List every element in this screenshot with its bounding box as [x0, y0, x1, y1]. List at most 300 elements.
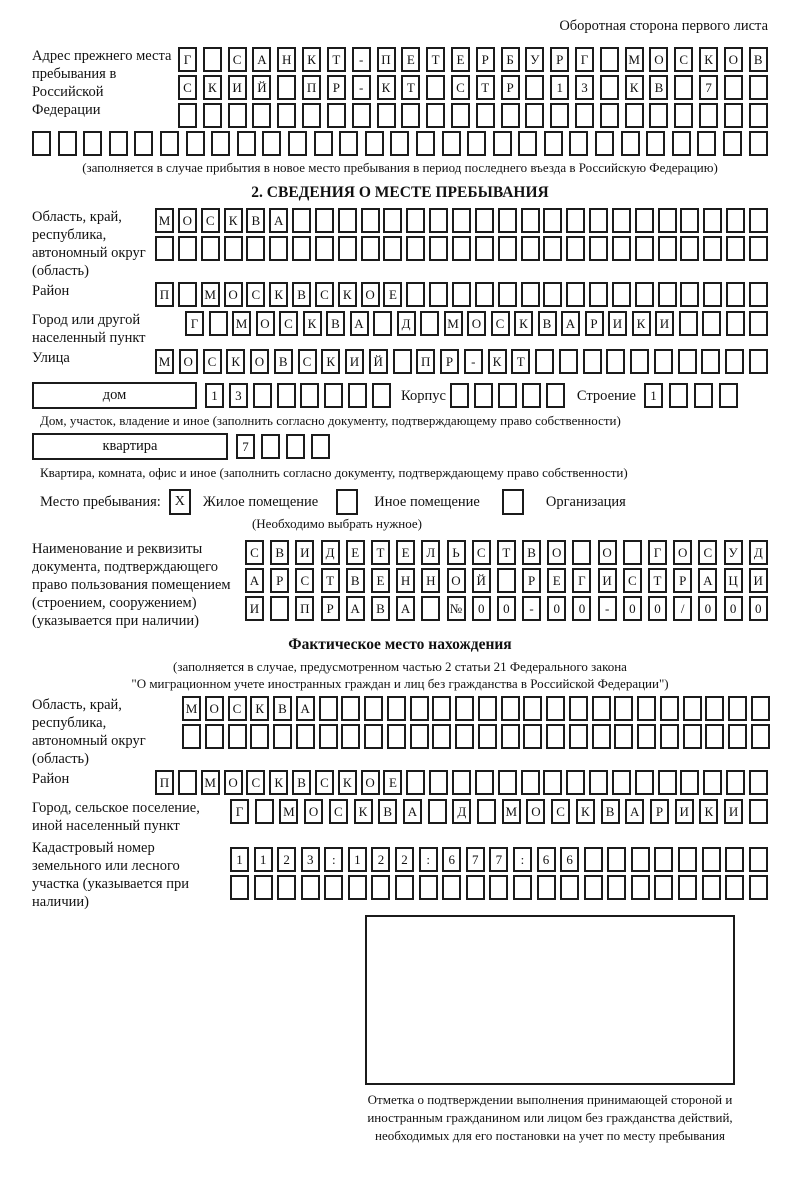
char-cell[interactable]: К	[338, 770, 357, 795]
char-cell[interactable]: О	[205, 696, 224, 721]
char-cell[interactable]	[406, 208, 425, 233]
char-cell[interactable]: 1	[644, 383, 663, 408]
char-cell[interactable]: С	[698, 540, 717, 565]
char-cell[interactable]: Н	[421, 568, 440, 593]
char-cell[interactable]: К	[250, 696, 269, 721]
char-cell[interactable]: Т	[511, 349, 530, 374]
char-cell[interactable]	[725, 349, 744, 374]
char-cell[interactable]	[420, 311, 439, 336]
char-cell[interactable]	[421, 596, 440, 621]
char-cell[interactable]: С	[329, 799, 348, 824]
char-cell[interactable]	[654, 875, 673, 900]
char-cell[interactable]	[387, 696, 406, 721]
char-cell[interactable]: М	[201, 770, 220, 795]
char-cell[interactable]	[401, 103, 420, 128]
char-cell[interactable]	[607, 875, 626, 900]
char-cell[interactable]	[623, 540, 642, 565]
char-cell[interactable]: А	[396, 596, 415, 621]
char-cell[interactable]	[348, 875, 367, 900]
char-cell[interactable]: Т	[371, 540, 390, 565]
char-cell[interactable]	[522, 383, 541, 408]
char-cell[interactable]: :	[324, 847, 343, 872]
char-cell[interactable]	[273, 724, 292, 749]
char-cell[interactable]: Т	[497, 540, 516, 565]
char-cell[interactable]: П	[377, 47, 396, 72]
char-cell[interactable]	[575, 103, 594, 128]
char-cell[interactable]: С	[228, 696, 247, 721]
char-cell[interactable]	[288, 131, 307, 156]
char-cell[interactable]: Л	[421, 540, 440, 565]
char-cell[interactable]	[498, 282, 517, 307]
char-cell[interactable]: К	[699, 799, 718, 824]
char-cell[interactable]	[292, 208, 311, 233]
char-cell[interactable]	[572, 540, 591, 565]
char-cell[interactable]	[525, 103, 544, 128]
char-cell[interactable]	[683, 724, 702, 749]
char-cell[interactable]	[749, 847, 768, 872]
stamp-box[interactable]	[365, 915, 735, 1085]
char-cell[interactable]	[719, 383, 738, 408]
char-cell[interactable]: 1	[348, 847, 367, 872]
char-cell[interactable]: О	[673, 540, 692, 565]
char-cell[interactable]: О	[256, 311, 275, 336]
char-cell[interactable]	[467, 131, 486, 156]
char-cell[interactable]	[270, 596, 289, 621]
char-cell[interactable]	[319, 696, 338, 721]
char-cell[interactable]: А	[346, 596, 365, 621]
char-cell[interactable]	[751, 696, 770, 721]
char-cell[interactable]	[612, 208, 631, 233]
char-cell[interactable]: 0	[497, 596, 516, 621]
char-cell[interactable]	[543, 208, 562, 233]
char-cell[interactable]	[678, 847, 697, 872]
char-cell[interactable]	[387, 724, 406, 749]
char-cell[interactable]	[544, 131, 563, 156]
char-cell[interactable]: К	[488, 349, 507, 374]
char-cell[interactable]	[678, 875, 697, 900]
char-cell[interactable]: Р	[550, 47, 569, 72]
char-cell[interactable]: Е	[401, 47, 420, 72]
char-cell[interactable]	[324, 875, 343, 900]
char-cell[interactable]: 7	[236, 434, 255, 459]
char-cell[interactable]	[314, 131, 333, 156]
char-cell[interactable]	[428, 799, 447, 824]
char-cell[interactable]	[680, 770, 699, 795]
char-cell[interactable]	[203, 47, 222, 72]
char-cell[interactable]: 0	[749, 596, 768, 621]
char-cell[interactable]	[338, 208, 357, 233]
char-cell[interactable]: К	[377, 75, 396, 100]
char-cell[interactable]: Ь	[447, 540, 466, 565]
char-cell[interactable]	[451, 103, 470, 128]
char-cell[interactable]	[625, 103, 644, 128]
char-cell[interactable]: 2	[395, 847, 414, 872]
char-cell[interactable]: Г	[575, 47, 594, 72]
char-cell[interactable]	[301, 875, 320, 900]
char-cell[interactable]: А	[245, 568, 264, 593]
char-cell[interactable]	[250, 724, 269, 749]
checkbox-other-premises[interactable]	[336, 489, 358, 515]
char-cell[interactable]	[58, 131, 77, 156]
char-cell[interactable]: Б	[501, 47, 520, 72]
char-cell[interactable]: 0	[724, 596, 743, 621]
char-cell[interactable]	[474, 383, 493, 408]
char-cell[interactable]	[432, 696, 451, 721]
char-cell[interactable]	[749, 875, 768, 900]
char-cell[interactable]	[702, 875, 721, 900]
char-cell[interactable]: М	[502, 799, 521, 824]
char-cell[interactable]: Т	[476, 75, 495, 100]
char-cell[interactable]	[452, 770, 471, 795]
char-cell[interactable]	[749, 770, 768, 795]
char-cell[interactable]	[569, 131, 588, 156]
char-cell[interactable]	[476, 103, 495, 128]
char-cell[interactable]: С	[551, 799, 570, 824]
char-cell[interactable]: Е	[383, 770, 402, 795]
char-cell[interactable]: В	[601, 799, 620, 824]
char-cell[interactable]: Г	[178, 47, 197, 72]
char-cell[interactable]: Р	[321, 596, 340, 621]
char-cell[interactable]: В	[346, 568, 365, 593]
char-cell[interactable]	[160, 131, 179, 156]
char-cell[interactable]: С	[228, 47, 247, 72]
char-cell[interactable]: К	[269, 282, 288, 307]
char-cell[interactable]: Р	[327, 75, 346, 100]
char-cell[interactable]	[83, 131, 102, 156]
char-cell[interactable]	[498, 208, 517, 233]
char-cell[interactable]	[749, 208, 768, 233]
char-cell[interactable]	[600, 75, 619, 100]
char-cell[interactable]	[327, 103, 346, 128]
char-cell[interactable]: С	[203, 349, 222, 374]
char-cell[interactable]: С	[491, 311, 510, 336]
char-cell[interactable]	[726, 770, 745, 795]
char-cell[interactable]	[697, 131, 716, 156]
char-cell[interactable]: У	[525, 47, 544, 72]
char-cell[interactable]: М	[444, 311, 463, 336]
char-cell[interactable]	[364, 724, 383, 749]
char-cell[interactable]: Т	[401, 75, 420, 100]
char-cell[interactable]: О	[598, 540, 617, 565]
char-cell[interactable]: О	[547, 540, 566, 565]
char-cell[interactable]	[406, 770, 425, 795]
char-cell[interactable]: О	[224, 282, 243, 307]
char-cell[interactable]	[182, 724, 201, 749]
char-cell[interactable]	[702, 847, 721, 872]
char-cell[interactable]	[546, 696, 565, 721]
char-cell[interactable]: К	[699, 47, 718, 72]
char-cell[interactable]: 0	[472, 596, 491, 621]
char-cell[interactable]: Е	[451, 47, 470, 72]
char-cell[interactable]: 7	[699, 75, 718, 100]
char-cell[interactable]	[228, 724, 247, 749]
char-cell[interactable]	[680, 282, 699, 307]
char-cell[interactable]: Н	[277, 47, 296, 72]
char-cell[interactable]: Р	[650, 799, 669, 824]
char-cell[interactable]: К	[224, 208, 243, 233]
char-cell[interactable]	[705, 724, 724, 749]
char-cell[interactable]: В	[749, 47, 768, 72]
char-cell[interactable]: С	[246, 770, 265, 795]
char-cell[interactable]: С	[298, 349, 317, 374]
char-cell[interactable]	[211, 131, 230, 156]
char-cell[interactable]	[550, 103, 569, 128]
char-cell[interactable]: В	[292, 770, 311, 795]
char-cell[interactable]	[315, 208, 334, 233]
char-cell[interactable]	[478, 724, 497, 749]
char-cell[interactable]	[569, 696, 588, 721]
char-cell[interactable]: Т	[426, 47, 445, 72]
char-cell[interactable]	[262, 131, 281, 156]
char-cell[interactable]: 1	[550, 75, 569, 100]
char-cell[interactable]	[501, 103, 520, 128]
char-cell[interactable]	[373, 311, 392, 336]
char-cell[interactable]	[450, 383, 469, 408]
char-cell[interactable]	[649, 103, 668, 128]
char-cell[interactable]	[203, 103, 222, 128]
char-cell[interactable]	[726, 236, 745, 261]
char-cell[interactable]	[751, 724, 770, 749]
char-cell[interactable]: С	[295, 568, 314, 593]
char-cell[interactable]	[429, 208, 448, 233]
char-cell[interactable]: :	[513, 847, 532, 872]
char-cell[interactable]: И	[675, 799, 694, 824]
char-cell[interactable]	[621, 131, 640, 156]
char-cell[interactable]	[646, 131, 665, 156]
char-cell[interactable]	[702, 311, 721, 336]
char-cell[interactable]: Р	[585, 311, 604, 336]
char-cell[interactable]	[694, 383, 713, 408]
char-cell[interactable]: В	[270, 540, 289, 565]
char-cell[interactable]	[521, 770, 540, 795]
char-cell[interactable]	[406, 282, 425, 307]
char-cell[interactable]	[475, 236, 494, 261]
char-cell[interactable]: Д	[452, 799, 471, 824]
char-cell[interactable]	[429, 236, 448, 261]
char-cell[interactable]	[726, 311, 745, 336]
char-cell[interactable]	[679, 311, 698, 336]
char-cell[interactable]	[300, 383, 319, 408]
char-cell[interactable]	[255, 799, 274, 824]
char-cell[interactable]	[286, 434, 305, 459]
char-cell[interactable]	[703, 282, 722, 307]
char-cell[interactable]: С	[178, 75, 197, 100]
char-cell[interactable]: Г	[185, 311, 204, 336]
char-cell[interactable]	[614, 696, 633, 721]
char-cell[interactable]	[383, 208, 402, 233]
char-cell[interactable]: Р	[476, 47, 495, 72]
char-cell[interactable]: А	[561, 311, 580, 336]
char-cell[interactable]: О	[178, 208, 197, 233]
char-cell[interactable]	[341, 696, 360, 721]
char-cell[interactable]	[230, 875, 249, 900]
char-cell[interactable]	[302, 103, 321, 128]
char-cell[interactable]: 6	[537, 847, 556, 872]
char-cell[interactable]: В	[246, 208, 265, 233]
char-cell[interactable]: 1	[230, 847, 249, 872]
char-cell[interactable]	[525, 75, 544, 100]
char-cell[interactable]: Р	[673, 568, 692, 593]
char-cell[interactable]	[205, 724, 224, 749]
char-cell[interactable]	[654, 847, 673, 872]
char-cell[interactable]: 1	[205, 383, 224, 408]
char-cell[interactable]	[589, 770, 608, 795]
char-cell[interactable]	[361, 236, 380, 261]
char-cell[interactable]	[372, 383, 391, 408]
char-cell[interactable]: И	[245, 596, 264, 621]
char-cell[interactable]	[518, 131, 537, 156]
char-cell[interactable]: 0	[648, 596, 667, 621]
char-cell[interactable]	[612, 282, 631, 307]
char-cell[interactable]: И	[345, 349, 364, 374]
char-cell[interactable]: 7	[466, 847, 485, 872]
char-cell[interactable]	[475, 282, 494, 307]
char-cell[interactable]	[560, 875, 579, 900]
char-cell[interactable]	[672, 131, 691, 156]
char-cell[interactable]: Й	[369, 349, 388, 374]
char-cell[interactable]: М	[155, 208, 174, 233]
char-cell[interactable]	[658, 208, 677, 233]
char-cell[interactable]	[635, 236, 654, 261]
char-cell[interactable]	[749, 131, 768, 156]
checkbox-organization[interactable]	[502, 489, 524, 515]
char-cell[interactable]	[614, 724, 633, 749]
char-cell[interactable]	[442, 131, 461, 156]
char-cell[interactable]	[315, 236, 334, 261]
char-cell[interactable]	[416, 131, 435, 156]
char-cell[interactable]	[635, 282, 654, 307]
char-cell[interactable]	[365, 131, 384, 156]
char-cell[interactable]	[254, 875, 273, 900]
char-cell[interactable]	[292, 236, 311, 261]
char-cell[interactable]: К	[625, 75, 644, 100]
char-cell[interactable]	[543, 770, 562, 795]
char-cell[interactable]: Г	[230, 799, 249, 824]
char-cell[interactable]	[419, 875, 438, 900]
char-cell[interactable]	[546, 383, 565, 408]
char-cell[interactable]	[569, 724, 588, 749]
char-cell[interactable]	[705, 696, 724, 721]
char-cell[interactable]	[669, 383, 688, 408]
char-cell[interactable]: 6	[442, 847, 461, 872]
char-cell[interactable]	[543, 236, 562, 261]
char-cell[interactable]	[592, 696, 611, 721]
char-cell[interactable]: М	[279, 799, 298, 824]
char-cell[interactable]	[678, 349, 697, 374]
char-cell[interactable]: 6	[560, 847, 579, 872]
char-cell[interactable]: В	[378, 799, 397, 824]
char-cell[interactable]: С	[315, 282, 334, 307]
char-cell[interactable]: Н	[396, 568, 415, 593]
char-cell[interactable]: А	[403, 799, 422, 824]
char-cell[interactable]	[537, 875, 556, 900]
char-cell[interactable]: 3	[575, 75, 594, 100]
char-cell[interactable]: Р	[522, 568, 541, 593]
char-cell[interactable]	[371, 875, 390, 900]
char-cell[interactable]	[429, 770, 448, 795]
char-cell[interactable]: А	[625, 799, 644, 824]
char-cell[interactable]: А	[296, 696, 315, 721]
char-cell[interactable]	[683, 696, 702, 721]
char-cell[interactable]: К	[321, 349, 340, 374]
char-cell[interactable]	[390, 131, 409, 156]
char-cell[interactable]: Г	[572, 568, 591, 593]
char-cell[interactable]: Ц	[724, 568, 743, 593]
char-cell[interactable]	[521, 282, 540, 307]
char-cell[interactable]: И	[598, 568, 617, 593]
char-cell[interactable]	[393, 349, 412, 374]
char-cell[interactable]: П	[295, 596, 314, 621]
char-cell[interactable]	[660, 696, 679, 721]
char-cell[interactable]: А	[698, 568, 717, 593]
char-cell[interactable]	[383, 236, 402, 261]
char-cell[interactable]: У	[724, 540, 743, 565]
char-cell[interactable]	[228, 103, 247, 128]
checkbox-residential[interactable]	[169, 489, 191, 515]
char-cell[interactable]	[466, 875, 485, 900]
char-cell[interactable]: С	[623, 568, 642, 593]
char-cell[interactable]	[703, 208, 722, 233]
char-cell[interactable]: К	[303, 311, 322, 336]
char-cell[interactable]: К	[226, 349, 245, 374]
char-cell[interactable]: О	[649, 47, 668, 72]
char-cell[interactable]	[277, 103, 296, 128]
char-cell[interactable]	[654, 349, 673, 374]
char-cell[interactable]	[348, 383, 367, 408]
char-cell[interactable]	[352, 103, 371, 128]
char-cell[interactable]	[477, 799, 496, 824]
char-cell[interactable]	[432, 724, 451, 749]
char-cell[interactable]	[703, 236, 722, 261]
char-cell[interactable]: М	[625, 47, 644, 72]
char-cell[interactable]	[589, 236, 608, 261]
char-cell[interactable]	[178, 282, 197, 307]
char-cell[interactable]	[501, 724, 520, 749]
char-cell[interactable]: Е	[383, 282, 402, 307]
char-cell[interactable]	[521, 236, 540, 261]
char-cell[interactable]: П	[155, 770, 174, 795]
char-cell[interactable]	[253, 383, 272, 408]
char-cell[interactable]: В	[538, 311, 557, 336]
char-cell[interactable]: Т	[648, 568, 667, 593]
char-cell[interactable]	[497, 568, 516, 593]
char-cell[interactable]	[442, 875, 461, 900]
char-cell[interactable]	[523, 696, 542, 721]
char-cell[interactable]: О	[467, 311, 486, 336]
char-cell[interactable]	[475, 208, 494, 233]
char-cell[interactable]	[566, 770, 585, 795]
char-cell[interactable]	[498, 770, 517, 795]
char-cell[interactable]	[339, 131, 358, 156]
char-cell[interactable]	[426, 103, 445, 128]
char-cell[interactable]: Д	[321, 540, 340, 565]
char-cell[interactable]	[261, 434, 280, 459]
char-cell[interactable]	[566, 208, 585, 233]
char-cell[interactable]	[583, 349, 602, 374]
char-cell[interactable]	[637, 696, 656, 721]
char-cell[interactable]	[155, 236, 174, 261]
char-cell[interactable]	[612, 770, 631, 795]
char-cell[interactable]: О	[447, 568, 466, 593]
char-cell[interactable]: №	[447, 596, 466, 621]
char-cell[interactable]	[724, 75, 743, 100]
char-cell[interactable]	[749, 282, 768, 307]
char-cell[interactable]	[566, 282, 585, 307]
char-cell[interactable]: -	[522, 596, 541, 621]
char-cell[interactable]: В	[522, 540, 541, 565]
char-cell[interactable]	[600, 47, 619, 72]
char-cell[interactable]	[498, 236, 517, 261]
